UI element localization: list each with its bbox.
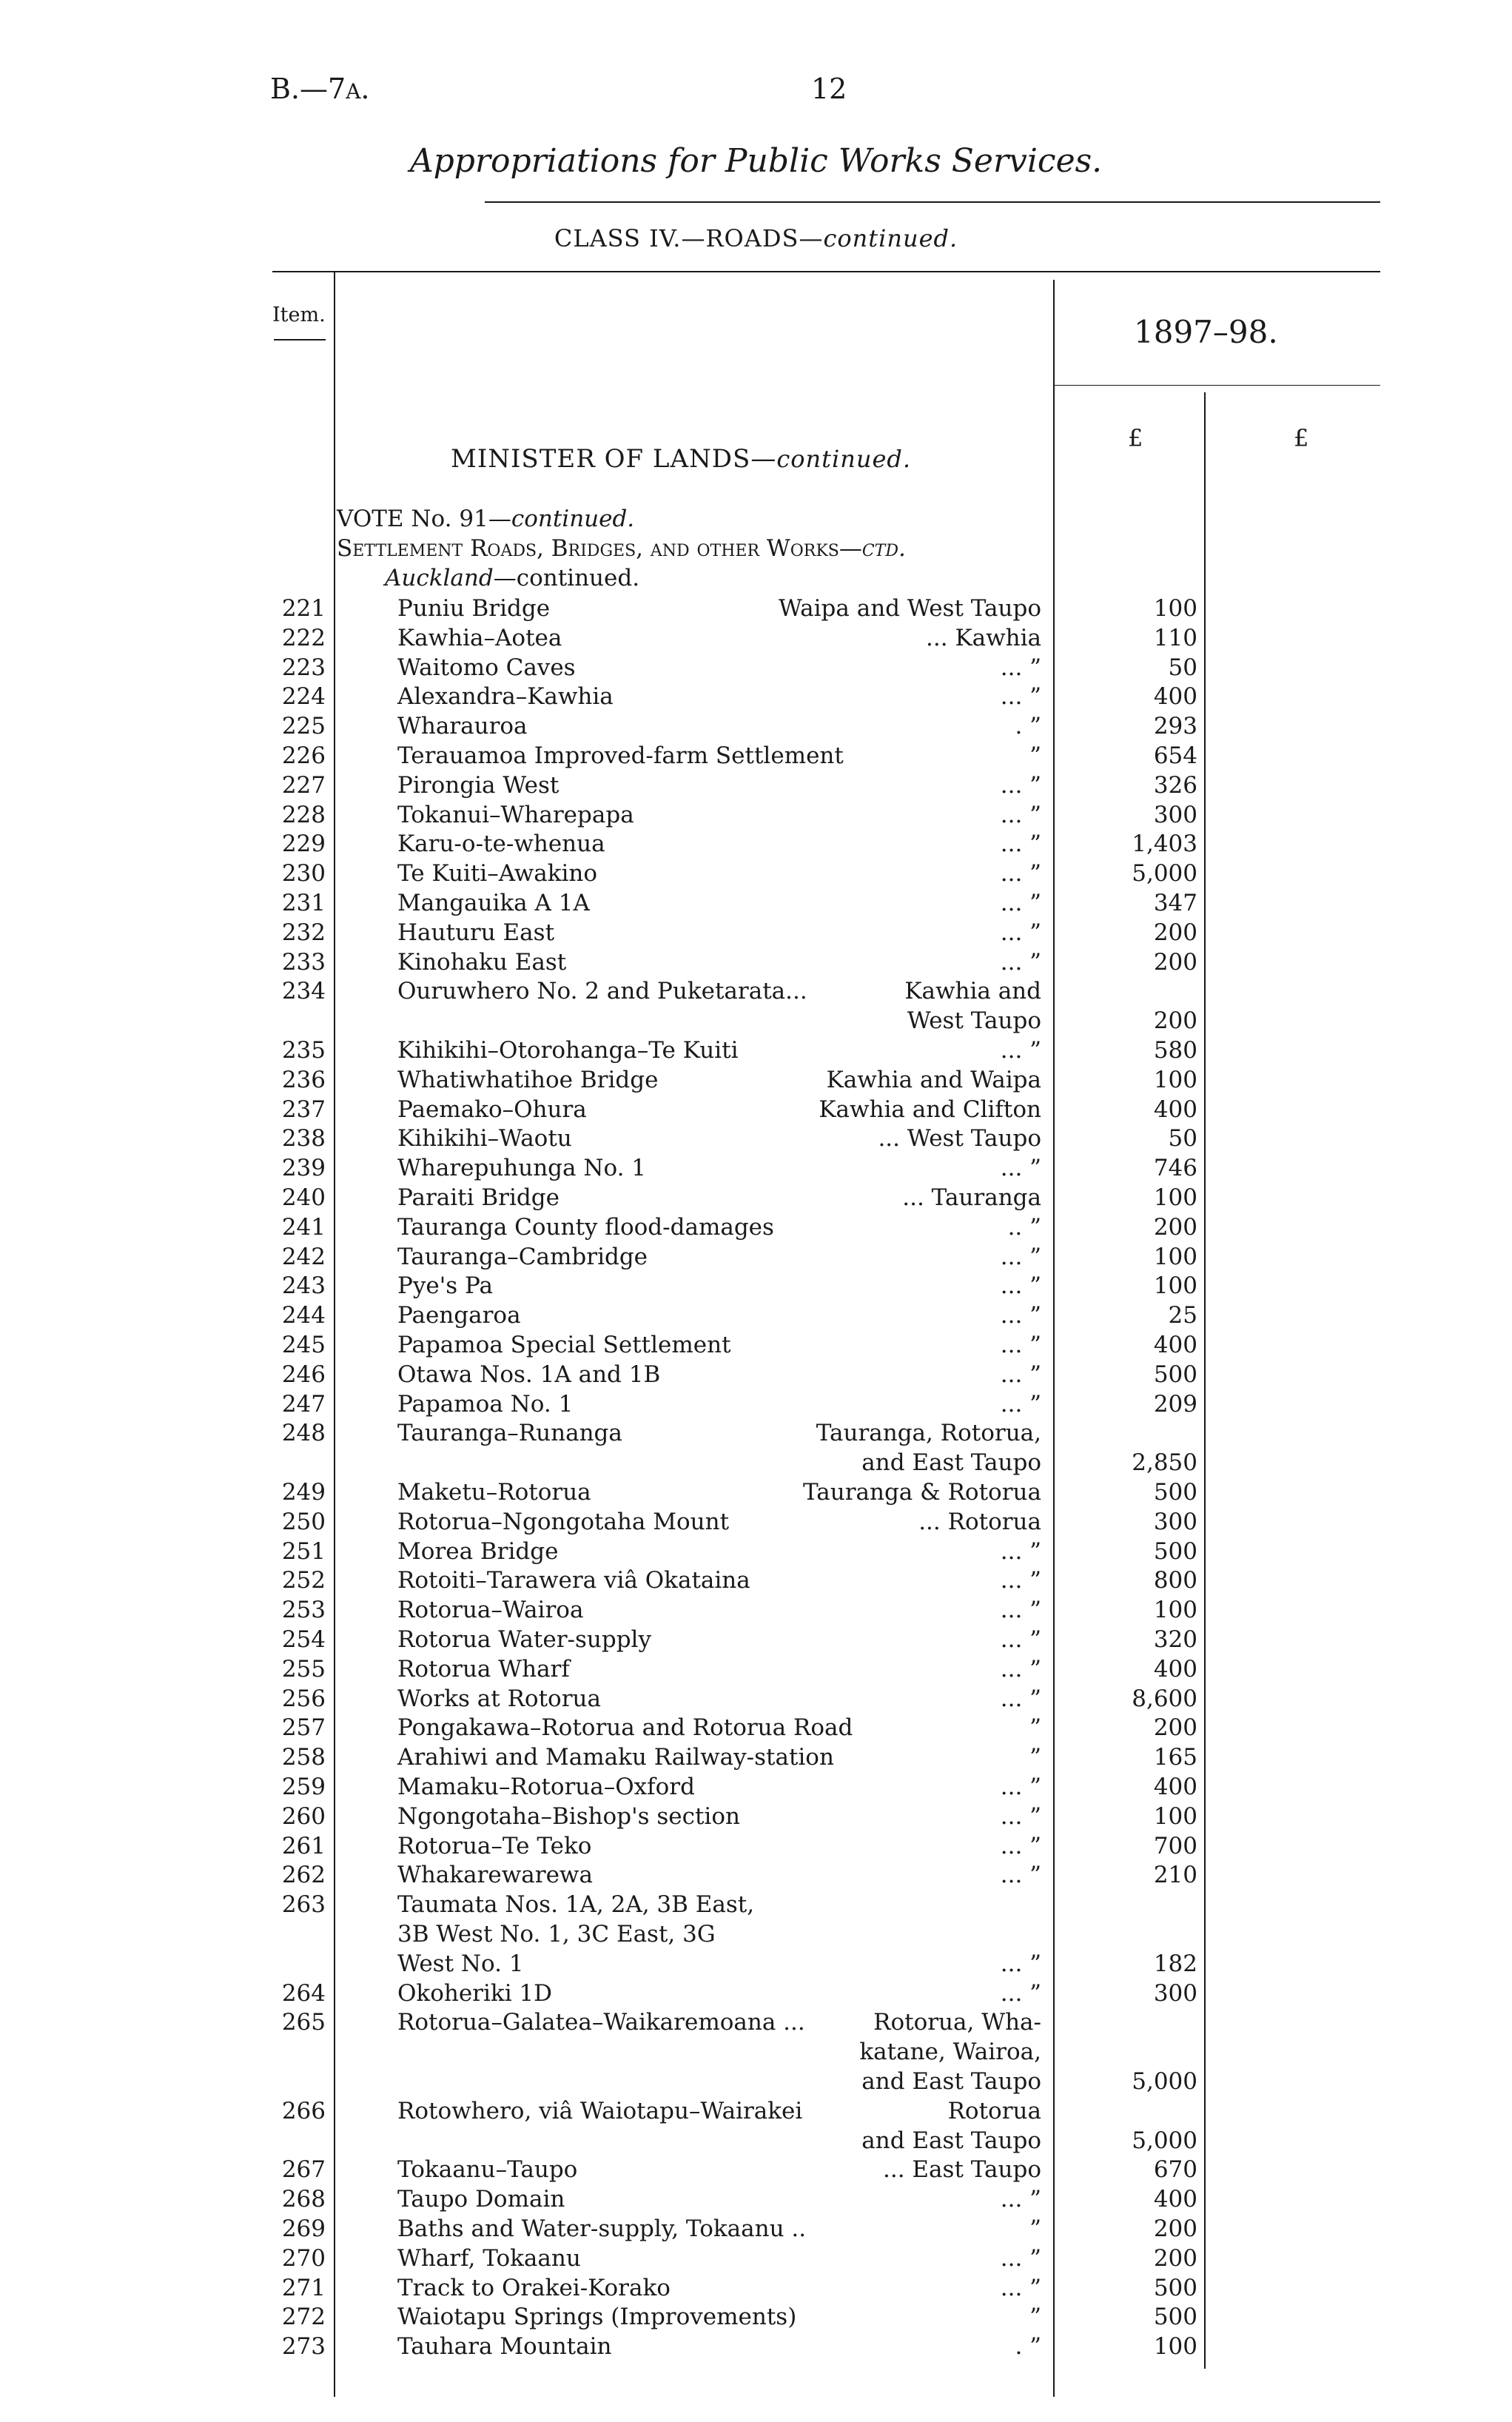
- table-row: [0, 1361, 1512, 1391]
- page-title: Appropriations for Public Works Services.: [409, 142, 1103, 180]
- amount: 200: [1153, 919, 1197, 946]
- item-number: 221: [281, 595, 326, 622]
- work-name: Karu-o-te-whenua: [397, 831, 605, 857]
- district: Kawhia and: [904, 978, 1041, 1004]
- amount: 210: [1153, 1862, 1197, 1888]
- district: Rotorua, Wha-: [873, 2009, 1041, 2036]
- table-row: [0, 1921, 1512, 1950]
- table-row: [0, 1833, 1512, 1862]
- district: ... ”: [1000, 1272, 1041, 1299]
- district: ... ”: [1000, 1862, 1041, 1888]
- district: ”: [1029, 2215, 1041, 2242]
- amount: 670: [1153, 2156, 1197, 2183]
- table-row: [0, 1714, 1512, 1744]
- item-number: 227: [281, 772, 326, 799]
- item-number: 258: [281, 1744, 326, 1771]
- item-header-underline: [274, 339, 326, 341]
- amount: 100: [1153, 1803, 1197, 1830]
- district: ... ”: [1000, 802, 1041, 828]
- amount: 326: [1153, 772, 1197, 799]
- work-name: 3B West No. 1, 3C East, 3G: [397, 1921, 716, 1948]
- district: ... ”: [1000, 1626, 1041, 1653]
- amount: 400: [1153, 1656, 1197, 1683]
- table-row: [0, 1007, 1512, 1037]
- table-row: [0, 2039, 1512, 2068]
- item-number: 229: [281, 831, 326, 857]
- item-number: 253: [281, 1597, 326, 1623]
- item-number: 273: [281, 2333, 326, 2360]
- item-number: 266: [281, 2098, 326, 2124]
- amount: 100: [1153, 1272, 1197, 1299]
- district: katane, Wairoa,: [859, 2039, 1041, 2065]
- district: ... ”: [1000, 2186, 1041, 2213]
- amount: 200: [1153, 1714, 1197, 1741]
- table-row: [0, 1155, 1512, 1184]
- amount: 700: [1153, 1833, 1197, 1859]
- table-row: [0, 2068, 1512, 2098]
- item-number: 268: [281, 2186, 326, 2213]
- work-name: Arahiwi and Mamaku Railway-station: [397, 1744, 834, 1771]
- amount: 400: [1153, 683, 1197, 710]
- work-name: Wharauroa: [397, 713, 528, 739]
- work-name: Pirongia West: [397, 772, 560, 799]
- district: ... ”: [1000, 1656, 1041, 1683]
- table-row: [0, 1244, 1512, 1273]
- item-number: 226: [281, 742, 326, 769]
- district: ... ”: [1000, 1803, 1041, 1830]
- work-name: Alexandra–Kawhia: [397, 683, 614, 710]
- class-title: CLASS IV.—ROADS—continued.: [554, 224, 958, 252]
- item-number: 234: [281, 978, 326, 1004]
- table-row: [0, 1449, 1512, 1479]
- item-number: 261: [281, 1833, 326, 1859]
- work-name: Rotorua Wharf: [397, 1656, 570, 1683]
- item-number: 244: [281, 1302, 326, 1329]
- work-name: Rotorua–Wairoa: [397, 1597, 584, 1623]
- table-row: [0, 2127, 1512, 2157]
- work-name: Works at Rotorua: [397, 1685, 601, 1712]
- table-row: [0, 2156, 1512, 2186]
- district: ... ”: [1000, 860, 1041, 887]
- table-row: [0, 1391, 1512, 1420]
- item-number: 223: [281, 654, 326, 681]
- item-number: 259: [281, 1774, 326, 1800]
- table-row: [0, 1096, 1512, 1126]
- amount: 8,600: [1132, 1685, 1197, 1712]
- item-number: 230: [281, 860, 326, 887]
- item-number: 243: [281, 1272, 326, 1299]
- table-row: [0, 1067, 1512, 1096]
- item-number: 250: [281, 1509, 326, 1535]
- work-name: Taupo Domain: [397, 2186, 565, 2213]
- item-number: 231: [281, 890, 326, 916]
- table-row: [0, 1509, 1512, 1538]
- work-name: Wharf, Tokaanu: [397, 2245, 581, 2272]
- amount: 293: [1153, 713, 1197, 739]
- district: ... ”: [1000, 1538, 1041, 1565]
- work-name: Rotorua–Te Teko: [397, 1833, 592, 1859]
- table-row: [0, 802, 1512, 831]
- district: ”: [1029, 2304, 1041, 2330]
- amount: 100: [1153, 1184, 1197, 1211]
- work-name: Taumata Nos. 1A, 2A, 3B East,: [397, 1891, 755, 1918]
- table-row: [0, 625, 1512, 654]
- work-name: Hauturu East: [397, 919, 555, 946]
- subhead-heading: Settlement Roads, Bridges, and other Works—ctd.: [337, 535, 906, 562]
- district: ... ”: [1000, 1597, 1041, 1623]
- work-name: Otawa Nos. 1A and 1B: [397, 1361, 661, 1388]
- table-row: [0, 919, 1512, 949]
- table-row: [0, 1184, 1512, 1214]
- district: ... ”: [1000, 1244, 1041, 1270]
- work-name: Baths and Water-supply, Tokaanu ..: [397, 2215, 807, 2242]
- table-row: [0, 1479, 1512, 1509]
- table-row: [0, 683, 1512, 713]
- item-number: 224: [281, 683, 326, 710]
- district: ”: [1029, 742, 1041, 769]
- table-row: [0, 1037, 1512, 1067]
- table-row: [0, 1803, 1512, 1833]
- table-row: [0, 1774, 1512, 1803]
- work-name: Pye's Pa: [397, 1272, 493, 1299]
- table-row: [0, 2333, 1512, 2363]
- amount: 25: [1168, 1302, 1197, 1329]
- district: ... ”: [1000, 772, 1041, 799]
- item-number: 264: [281, 1980, 326, 2007]
- table-row: [0, 2186, 1512, 2215]
- table-top-rule: [272, 271, 1380, 272]
- work-name: Papamoa No. 1: [397, 1391, 574, 1418]
- amount: 400: [1153, 1332, 1197, 1358]
- item-number: 238: [281, 1125, 326, 1152]
- item-number: 248: [281, 1420, 326, 1446]
- district: and East Taupo: [861, 1449, 1041, 1476]
- amount: 50: [1168, 1125, 1197, 1152]
- table-row: [0, 1302, 1512, 1332]
- district: ... ”: [1000, 831, 1041, 857]
- item-number: 272: [281, 2304, 326, 2330]
- amount: 800: [1153, 1567, 1197, 1594]
- work-name: Okoheriki 1D: [397, 1980, 553, 2007]
- district: ... ”: [1000, 1980, 1041, 2007]
- work-name: Tauranga County flood-damages: [397, 1214, 774, 1241]
- work-name: Pongakawa–Rotorua and Rotorua Road: [397, 1714, 853, 1741]
- work-name: Paraiti Bridge: [397, 1184, 560, 1211]
- district: .. ”: [1007, 1214, 1041, 1241]
- item-number: 222: [281, 625, 326, 651]
- work-name: Whakarewarewa: [397, 1862, 593, 1888]
- amount: 400: [1153, 1096, 1197, 1123]
- work-name: Rotorua Water-supply: [397, 1626, 651, 1653]
- table-row: [0, 2304, 1512, 2333]
- amount: 400: [1153, 2186, 1197, 2213]
- pound-sign-col2: £: [1294, 424, 1309, 452]
- table-row: [0, 1656, 1512, 1685]
- work-name: Kihikihi–Otorohanga–Te Kuiti: [397, 1037, 739, 1064]
- amount: 500: [1153, 1361, 1197, 1388]
- table-row: [0, 1862, 1512, 1891]
- table-row: [0, 1891, 1512, 1921]
- work-name: Rotorua–Ngongotaha Mount: [397, 1509, 730, 1535]
- work-name: Kawhia–Aotea: [397, 625, 562, 651]
- item-number: 271: [281, 2275, 326, 2301]
- amount: 50: [1168, 654, 1197, 681]
- district: Tauranga & Rotorua: [802, 1479, 1041, 1506]
- item-number: 260: [281, 1803, 326, 1830]
- work-name: Terauamoa Improved-farm Settlement: [397, 742, 844, 769]
- district: ”: [1029, 1714, 1041, 1741]
- amount: 5,000: [1132, 2068, 1197, 2095]
- item-number: 241: [281, 1214, 326, 1241]
- item-number: 270: [281, 2245, 326, 2272]
- district: ... ”: [1000, 919, 1041, 946]
- table-row: [0, 654, 1512, 684]
- table-row: [0, 2098, 1512, 2127]
- item-number: 245: [281, 1332, 326, 1358]
- table-row: [0, 949, 1512, 979]
- table-row: [0, 860, 1512, 890]
- amount: 347: [1153, 890, 1197, 916]
- district: ... ”: [1000, 2245, 1041, 2272]
- amount: 110: [1153, 625, 1197, 651]
- table-row: [0, 1597, 1512, 1626]
- district: ... ”: [1000, 1155, 1041, 1181]
- item-number: 263: [281, 1891, 326, 1918]
- district: ... ”: [1000, 683, 1041, 710]
- item-number: 240: [281, 1184, 326, 1211]
- table-row: [0, 1420, 1512, 1449]
- work-name: Rotowhero, viâ Waiotapu–Wairakei: [397, 2098, 803, 2124]
- amount: 182: [1153, 1950, 1197, 1977]
- work-name: Paemako–Ohura: [397, 1096, 587, 1123]
- amount: 100: [1153, 1244, 1197, 1270]
- amount: 200: [1153, 949, 1197, 976]
- work-name: Puniu Bridge: [397, 595, 551, 622]
- district: and East Taupo: [861, 2127, 1041, 2154]
- work-name: Mamaku–Rotorua–Oxford: [397, 1774, 695, 1800]
- amount: 165: [1153, 1744, 1197, 1771]
- district: . ”: [1015, 2333, 1041, 2360]
- item-number: 246: [281, 1361, 326, 1388]
- table-row: [0, 890, 1512, 919]
- district: ... ”: [1000, 2275, 1041, 2301]
- item-number: 225: [281, 713, 326, 739]
- vote-heading: VOTE No. 91—continued.: [337, 506, 635, 532]
- table-row: [0, 1125, 1512, 1155]
- district: ... ”: [1000, 654, 1041, 681]
- table-row: [0, 978, 1512, 1007]
- minister-heading: MINISTER OF LANDS—continued.: [451, 444, 912, 474]
- district: ... West Taupo: [878, 1125, 1041, 1152]
- work-name: Kinohaku East: [397, 949, 567, 976]
- region-heading: Auckland—continued.: [385, 565, 640, 591]
- work-name: Waitomo Caves: [397, 654, 576, 681]
- work-name: Ouruwhero No. 2 and Puketarata...: [397, 978, 807, 1004]
- work-name: Tauranga–Runanga: [397, 1420, 622, 1446]
- work-name: Papamoa Special Settlement: [397, 1332, 731, 1358]
- amount: 200: [1153, 1007, 1197, 1034]
- work-name: Whatiwhatihoe Bridge: [397, 1067, 659, 1093]
- table-row: [0, 1538, 1512, 1568]
- work-name: Tokanui–Wharepapa: [397, 802, 634, 828]
- amount: 2,850: [1132, 1449, 1197, 1476]
- table-row: [0, 772, 1512, 802]
- table-row: [0, 1950, 1512, 1980]
- table-row: [0, 1272, 1512, 1302]
- table-row: [0, 2009, 1512, 2039]
- district: ... Kawhia: [926, 625, 1041, 651]
- district: ... ”: [1000, 1833, 1041, 1859]
- district: ... ”: [1000, 1361, 1041, 1388]
- district: ... ”: [1000, 1332, 1041, 1358]
- amount: 100: [1153, 595, 1197, 622]
- year-header-rule: [1055, 385, 1380, 386]
- district: Waipa and West Taupo: [778, 595, 1041, 622]
- district: and East Taupo: [861, 2068, 1041, 2095]
- work-name: Wharepuhunga No. 1: [397, 1155, 647, 1181]
- amount: 654: [1153, 742, 1197, 769]
- table-row: [0, 595, 1512, 625]
- item-number: 233: [281, 949, 326, 976]
- amount: 100: [1153, 1597, 1197, 1623]
- item-number: 247: [281, 1391, 326, 1418]
- work-name: Paengaroa: [397, 1302, 521, 1329]
- item-number: 257: [281, 1714, 326, 1741]
- work-name: Morea Bridge: [397, 1538, 559, 1565]
- district: ... ”: [1000, 1037, 1041, 1064]
- amount: 500: [1153, 2275, 1197, 2301]
- table-row: [0, 713, 1512, 742]
- district: ”: [1029, 1744, 1041, 1771]
- table-row: [0, 1626, 1512, 1656]
- amount: 580: [1153, 1037, 1197, 1064]
- work-name: Rotoiti–Tarawera viâ Okataina: [397, 1567, 750, 1594]
- amount: 300: [1153, 1980, 1197, 2007]
- table-row: [0, 742, 1512, 772]
- district: ... ”: [1000, 890, 1041, 916]
- district: Tauranga, Rotorua,: [816, 1420, 1041, 1446]
- amount: 1,403: [1132, 831, 1197, 857]
- work-name: Ngongotaha–Bishop's section: [397, 1803, 740, 1830]
- district: ... Rotorua: [918, 1509, 1041, 1535]
- title-rule: [485, 201, 1380, 203]
- work-name: Waiotapu Springs (Improvements): [397, 2304, 797, 2330]
- amount: 200: [1153, 2245, 1197, 2272]
- amount: 5,000: [1132, 860, 1197, 887]
- item-number: 228: [281, 802, 326, 828]
- amount: 320: [1153, 1626, 1197, 1653]
- district: ... ”: [1000, 949, 1041, 976]
- work-name: Tauranga–Cambridge: [397, 1244, 648, 1270]
- district: West Taupo: [907, 1007, 1041, 1034]
- work-name: Kihikihi–Waotu: [397, 1125, 572, 1152]
- item-number: 267: [281, 2156, 326, 2183]
- item-number: 235: [281, 1037, 326, 1064]
- district: ... ”: [1000, 1950, 1041, 1977]
- item-column-header: Item.: [272, 303, 326, 326]
- district: Kawhia and Waipa: [826, 1067, 1041, 1093]
- work-name: Maketu–Rotorua: [397, 1479, 591, 1506]
- item-number: 255: [281, 1656, 326, 1683]
- year-column-header: 1897–98.: [1134, 314, 1278, 350]
- item-number: 237: [281, 1096, 326, 1123]
- amount: 100: [1153, 2333, 1197, 2360]
- work-name: Mangauika A 1A: [397, 890, 590, 916]
- district: ... East Taupo: [883, 2156, 1041, 2183]
- table-row: [0, 1332, 1512, 1361]
- item-number: 269: [281, 2215, 326, 2242]
- item-number: 252: [281, 1567, 326, 1594]
- amount: 300: [1153, 802, 1197, 828]
- amount: 200: [1153, 1214, 1197, 1241]
- table-row: [0, 2245, 1512, 2275]
- table-row: [0, 1214, 1512, 1244]
- amount: 100: [1153, 1067, 1197, 1093]
- amount: 5,000: [1132, 2127, 1197, 2154]
- amount: 400: [1153, 1774, 1197, 1800]
- item-number: 232: [281, 919, 326, 946]
- document-reference: B.—7A.: [270, 73, 370, 105]
- work-name: Track to Orakei-Korako: [397, 2275, 671, 2301]
- table-row: [0, 831, 1512, 860]
- district: . ”: [1015, 713, 1041, 739]
- work-name: Tauhara Mountain: [397, 2333, 612, 2360]
- page-number: 12: [811, 73, 847, 105]
- district: ... ”: [1000, 1302, 1041, 1329]
- amount: 500: [1153, 1538, 1197, 1565]
- amount: 746: [1153, 1155, 1197, 1181]
- item-number: 254: [281, 1626, 326, 1653]
- work-name: Tokaanu–Taupo: [397, 2156, 578, 2183]
- table-row: [0, 1980, 1512, 2010]
- table-row: [0, 1685, 1512, 1715]
- amount: 209: [1153, 1391, 1197, 1418]
- district: Rotorua: [947, 2098, 1041, 2124]
- amount: 200: [1153, 2215, 1197, 2242]
- district: Kawhia and Clifton: [819, 1096, 1041, 1123]
- amount: 500: [1153, 1479, 1197, 1506]
- work-name: Te Kuiti–Awakino: [397, 860, 598, 887]
- district: ... ”: [1000, 1567, 1041, 1594]
- item-number: 249: [281, 1479, 326, 1506]
- table-row: [0, 2215, 1512, 2245]
- item-number: 236: [281, 1067, 326, 1093]
- item-number: 242: [281, 1244, 326, 1270]
- item-number: 251: [281, 1538, 326, 1565]
- table-row: [0, 2275, 1512, 2304]
- amount: 300: [1153, 1509, 1197, 1535]
- table-row: [0, 1744, 1512, 1774]
- item-number: 239: [281, 1155, 326, 1181]
- work-name: West No. 1: [397, 1950, 524, 1977]
- item-number: 256: [281, 1685, 326, 1712]
- district: ... ”: [1000, 1774, 1041, 1800]
- district: ... ”: [1000, 1685, 1041, 1712]
- district: ... ”: [1000, 1391, 1041, 1418]
- district: ... Tauranga: [902, 1184, 1041, 1211]
- table-row: [0, 1567, 1512, 1597]
- item-number: 262: [281, 1862, 326, 1888]
- item-number: 265: [281, 2009, 326, 2036]
- amount: 500: [1153, 2304, 1197, 2330]
- pound-sign-col1: £: [1128, 424, 1143, 452]
- work-name: Rotorua–Galatea–Waikaremoana ...: [397, 2009, 805, 2036]
